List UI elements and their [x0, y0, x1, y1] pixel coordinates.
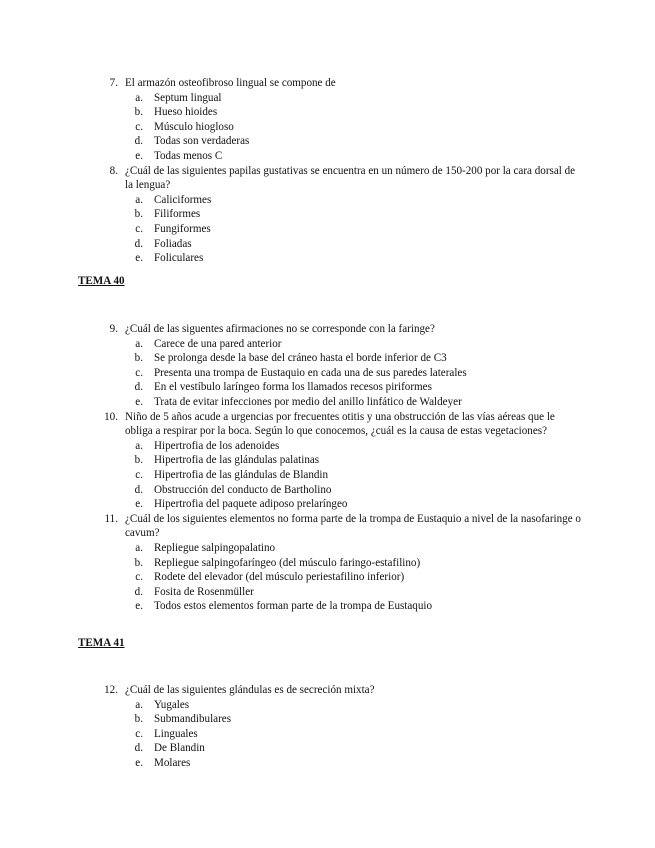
option: e. Molares: [135, 756, 191, 769]
option: b. Hipertrofia de las glándulas palatinas: [134, 454, 320, 467]
question-text: ¿Cuál de las siguientes papilas gustativas se encuentra en un número de 150-200 por la cara dorsal de la lengua?: [125, 164, 576, 192]
option: c. Rodete del elevador (del músculo periestafilino inferior): [135, 571, 405, 584]
question-text: Niño de 5 años acude a urgencias por frecuentes otitis y una obstrucción de las vías aéreas que le obliga a respirar por la boca. Según lo que conocemos, ¿cuál es la causa de estas vegetaciones?: [125, 410, 555, 438]
option: a. Yugales: [135, 698, 190, 711]
question-number: 9.: [109, 323, 118, 335]
option: b. Hueso hioides: [134, 106, 218, 119]
option: d. Fosita de Rosenmüller: [134, 585, 254, 598]
question-block-9-11: [0, 322, 655, 614]
option: c. Fungiformes: [135, 222, 211, 235]
section-heading-tema-40: TEMA 40: [78, 275, 125, 287]
question-12: [0, 683, 655, 771]
question-text: ¿Cuál de las siguientes glándulas es de secreción mixta?: [125, 684, 375, 696]
option: d. Foliadas: [134, 237, 192, 250]
option: e. Foliculares: [135, 252, 204, 265]
question-9: [0, 322, 655, 410]
question-10: [0, 410, 655, 512]
question-number: 11.: [104, 512, 118, 525]
question-11: [0, 512, 655, 614]
option: d. De Blandin: [134, 742, 205, 755]
question-block-7-8: [0, 76, 655, 266]
option: d. En el vestíbulo laríngeo forma los llamados recesos piriformes: [134, 381, 432, 394]
question-8: [0, 164, 655, 266]
question-text: ¿Cuál de las siguentes afirmaciones no se corresponde con la faringe?: [125, 323, 435, 335]
option: a. Hipertrofia de los adenoides: [135, 439, 280, 452]
option: b. Submandibulares: [134, 713, 232, 726]
question-number: 12.: [104, 684, 118, 696]
option: c. Presenta una trompa de Eustaquio en cada una de sus paredes laterales: [135, 366, 467, 379]
option: e. Trata de evitar infecciones por medio del anillo linfático de Waldeyer: [135, 395, 462, 408]
option: a. Septum lingual: [135, 91, 222, 104]
question-number: 7.: [109, 77, 118, 89]
option: d. Obstrucción del conducto de Bartholino: [134, 483, 332, 496]
option: a. Caliciformes: [135, 193, 212, 206]
question-number: 8.: [109, 164, 118, 177]
option: d. Todas son verdaderas: [134, 135, 250, 148]
option: e. Todas menos C: [135, 149, 223, 162]
section-heading-tema-41: TEMA 41: [78, 637, 125, 649]
question-block-12: [0, 683, 655, 771]
option: b. Filiformes: [134, 208, 201, 221]
option: e. Todos estos elementos forman parte de la trompa de Eustaquio: [135, 600, 433, 613]
option: c. Linguales: [135, 727, 198, 740]
option: b. Se prolonga desde la base del cráneo hasta el borde inferior de C3: [134, 352, 447, 365]
option: c. Músculo hiogloso: [135, 120, 234, 133]
option: a. Carece de una pared anterior: [135, 337, 282, 350]
question-7: [0, 76, 655, 164]
option: c. Hipertrofia de las glándulas de Blandin: [135, 468, 329, 481]
option: a. Repliegue salpingopalatino: [135, 541, 276, 554]
question-number: 10.: [104, 410, 118, 423]
question-text: ¿Cuál de los siguientes elementos no forma parte de la trompa de Eustaquio a nivel de la nasofaringe o cavum?: [125, 512, 581, 540]
question-text: El armazón osteofibroso lingual se compone de: [125, 77, 336, 89]
option: b. Repliegue salpingofaríngeo (del músculo faringo-estafilino): [134, 556, 421, 569]
option: e. Hipertrofia del paquete adiposo prelaríngeo: [135, 498, 348, 511]
